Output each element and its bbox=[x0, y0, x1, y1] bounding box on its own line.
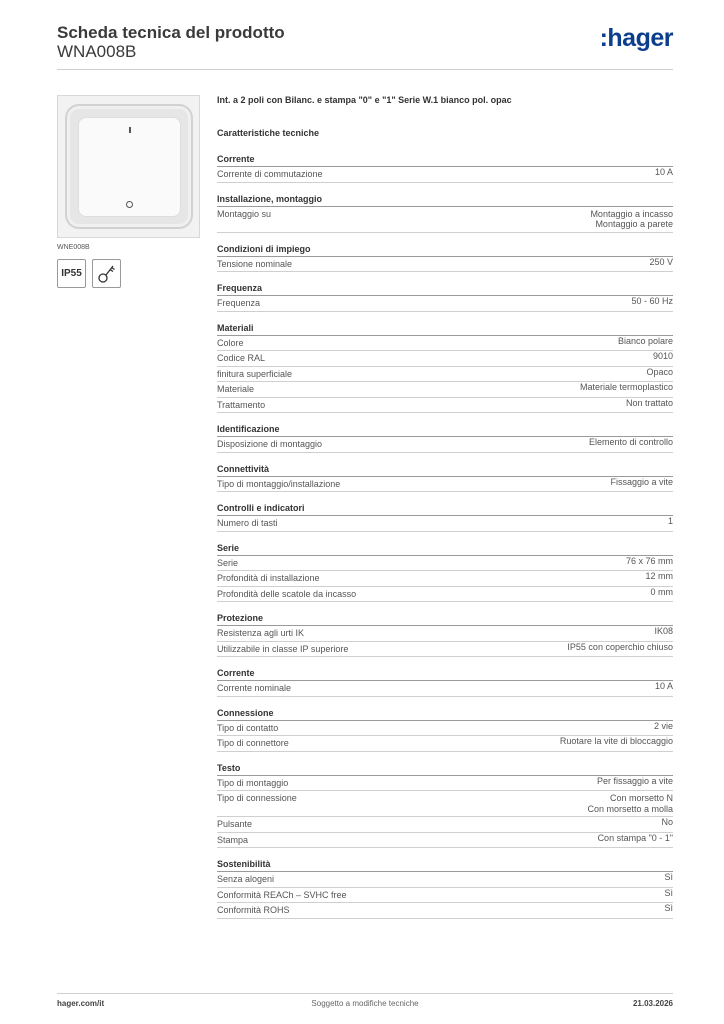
spec-row bbox=[217, 571, 673, 587]
spec-value-line: Materiale termoplastico bbox=[579, 382, 673, 392]
spec-value-line: 50 - 60 Hz bbox=[631, 296, 673, 306]
spec-value bbox=[618, 336, 673, 351]
spec-value bbox=[567, 642, 673, 657]
spec-value-line: Sì bbox=[664, 872, 673, 882]
spec-section bbox=[217, 281, 673, 312]
spec-label: finitura superficiale bbox=[217, 368, 293, 379]
spec-label: Numero di tasti bbox=[217, 518, 278, 528]
spec-value-line: 12 mm bbox=[645, 571, 673, 581]
spec-value bbox=[661, 817, 673, 832]
spec-label: Colore bbox=[217, 337, 244, 348]
spec-label: Resistenza agli urti IK bbox=[217, 628, 305, 638]
spec-row bbox=[217, 791, 673, 817]
spec-row bbox=[217, 336, 673, 352]
spec-value bbox=[589, 437, 673, 452]
spec-row bbox=[217, 626, 673, 642]
footer-note: Soggetto a modifiche tecniche bbox=[311, 999, 419, 1008]
spec-label: Utilizzabile in classe IP superiore bbox=[217, 643, 349, 654]
spec-label: Corrente nominale bbox=[217, 683, 292, 693]
spec-section bbox=[217, 462, 673, 493]
product-image bbox=[57, 95, 200, 238]
spec-label: Trattamento bbox=[217, 399, 266, 410]
spec-row bbox=[217, 477, 673, 493]
spec-section bbox=[217, 152, 673, 183]
spec-value-line: No bbox=[661, 817, 673, 827]
document-title: Scheda tecnica del prodotto bbox=[57, 23, 285, 42]
spec-label: Profondità delle scatole da incasso bbox=[217, 588, 357, 599]
spec-value bbox=[654, 721, 673, 736]
spec-row bbox=[217, 296, 673, 312]
spec-value bbox=[626, 556, 673, 571]
spec-row bbox=[217, 888, 673, 904]
spec-section bbox=[217, 501, 673, 532]
spec-value-line: 10 A bbox=[654, 167, 673, 177]
footer-date: 21.03.2026 bbox=[632, 999, 673, 1008]
spec-section bbox=[217, 666, 673, 697]
spec-label: Corrente di commutazione bbox=[217, 169, 323, 179]
section-title: Controlli e indicatori bbox=[217, 501, 673, 516]
spec-row bbox=[217, 257, 673, 273]
spec-value bbox=[626, 398, 673, 413]
spec-section bbox=[217, 422, 673, 453]
spec-row bbox=[217, 207, 673, 233]
spec-value bbox=[645, 571, 673, 586]
spec-row bbox=[217, 556, 673, 572]
spec-value-line: 2 vie bbox=[653, 720, 673, 731]
spec-label: Codice RAL bbox=[217, 353, 266, 363]
spec-value-line: 10 A bbox=[654, 681, 673, 691]
spec-row bbox=[217, 367, 673, 383]
page-footer bbox=[57, 993, 673, 1017]
product-sidebar bbox=[57, 95, 200, 288]
section-title: Serie bbox=[217, 541, 673, 556]
off-mark bbox=[126, 201, 133, 208]
spec-value-line: Con stampa "0 - 1" bbox=[597, 832, 673, 843]
spec-value-line: Sì bbox=[664, 887, 673, 898]
spec-row bbox=[217, 736, 673, 752]
spec-value bbox=[649, 257, 673, 272]
spec-section bbox=[217, 706, 673, 752]
spec-value bbox=[580, 382, 673, 397]
spec-section bbox=[217, 611, 673, 657]
spec-row bbox=[217, 382, 673, 398]
spec-label: Conformità REACh – SVHC free bbox=[217, 889, 347, 900]
section-title: Identificazione bbox=[217, 422, 673, 437]
product-code: WNA008B bbox=[57, 42, 137, 61]
spec-label: Tipo di montaggio/installazione bbox=[217, 478, 341, 489]
spec-label: Tensione nominale bbox=[217, 258, 293, 269]
spec-sections bbox=[217, 152, 673, 919]
spec-value bbox=[631, 296, 673, 311]
spec-row bbox=[217, 642, 673, 658]
spec-value bbox=[587, 793, 673, 814]
spec-label: Frequenza bbox=[217, 298, 261, 308]
section-title: Protezione bbox=[217, 611, 673, 626]
section-title: Corrente bbox=[217, 152, 673, 167]
spec-value-line: 9010 bbox=[652, 351, 673, 361]
key-badge bbox=[92, 259, 121, 288]
spec-value-line: Montaggio a incasso bbox=[590, 208, 673, 219]
section-title: Materiali bbox=[217, 321, 673, 336]
spec-value-line: Con morsetto N bbox=[609, 793, 673, 803]
spec-row bbox=[217, 776, 673, 792]
spec-value-line: Per fissaggio a vite bbox=[596, 775, 673, 786]
spec-value bbox=[597, 776, 673, 791]
spec-value bbox=[655, 681, 673, 696]
section-title: Condizioni di impiego bbox=[217, 242, 673, 257]
spec-label: Senza alogeni bbox=[217, 874, 275, 884]
spec-label: Tipo di connettore bbox=[217, 738, 289, 748]
spec-value bbox=[654, 626, 673, 641]
spec-value-line: Ruotare la vite di bloccaggio bbox=[559, 736, 673, 746]
spec-row bbox=[217, 516, 673, 532]
badge-row bbox=[57, 259, 200, 288]
spec-row bbox=[217, 437, 673, 453]
spec-value-line: Bianco polare bbox=[617, 335, 673, 346]
section-title: Installazione, montaggio bbox=[217, 192, 673, 207]
spec-value bbox=[646, 367, 673, 382]
spec-row bbox=[217, 903, 673, 919]
switch-plate bbox=[65, 104, 193, 229]
spec-value bbox=[651, 587, 674, 602]
spec-content bbox=[217, 95, 673, 928]
spec-value-line: 76 x 76 mm bbox=[625, 555, 673, 566]
spec-label: Pulsante bbox=[217, 819, 253, 829]
spec-section bbox=[217, 761, 673, 849]
spec-value bbox=[655, 167, 673, 182]
spec-section bbox=[217, 857, 673, 919]
switch-rocker bbox=[78, 117, 181, 217]
key-icon bbox=[97, 263, 117, 285]
product-description: Int. a 2 poli con Bilanc. e stampa "0" e "1" Serie W.1 bianco pol. opac bbox=[217, 95, 512, 105]
spec-value-line: 1 bbox=[667, 516, 673, 526]
spec-label: Materiale bbox=[217, 384, 255, 394]
spec-label: Conformità ROHS bbox=[217, 905, 290, 915]
spec-label: Tipo di connessione bbox=[217, 793, 297, 803]
spec-value-line: Con morsetto a molla bbox=[587, 803, 673, 814]
spec-label: Stampa bbox=[217, 834, 249, 845]
spec-value-line: Opaco bbox=[646, 366, 673, 377]
spec-row bbox=[217, 351, 673, 367]
spec-label: Tipo di contatto bbox=[217, 722, 279, 733]
ip-rating-badge: IP55 bbox=[57, 259, 86, 288]
spec-value bbox=[610, 477, 673, 492]
spec-row bbox=[217, 587, 673, 603]
spec-row bbox=[217, 833, 673, 849]
spec-row bbox=[217, 721, 673, 737]
spec-value bbox=[668, 516, 673, 531]
section-title: Connettività bbox=[217, 462, 673, 477]
spec-value bbox=[598, 833, 673, 848]
tech-heading: Caratteristiche tecniche bbox=[217, 128, 320, 138]
section-title: Sostenibilità bbox=[217, 857, 673, 872]
logo-text: hager bbox=[607, 24, 673, 52]
spec-row bbox=[217, 872, 673, 888]
spec-label: Tipo di montaggio bbox=[217, 777, 289, 788]
section-title: Frequenza bbox=[217, 281, 673, 296]
spec-value bbox=[590, 209, 673, 230]
spec-row bbox=[217, 398, 673, 414]
section-title: Connessione bbox=[217, 706, 673, 721]
spec-label: Profondità di installazione bbox=[217, 573, 320, 583]
spec-value-line: IP55 con coperchio chiuso bbox=[567, 641, 673, 652]
spec-value-line: Sì bbox=[664, 903, 673, 913]
spec-label: Montaggio su bbox=[217, 208, 272, 219]
spec-value bbox=[560, 736, 673, 751]
footer-website: hager.com/it bbox=[57, 999, 105, 1008]
spec-section bbox=[217, 321, 673, 414]
spec-section bbox=[217, 192, 673, 233]
spec-section bbox=[217, 541, 673, 603]
spec-value-line: Montaggio a parete bbox=[595, 219, 673, 229]
on-mark bbox=[129, 127, 131, 133]
spec-value bbox=[664, 872, 673, 887]
spec-value bbox=[664, 888, 673, 903]
section-title: Testo bbox=[217, 761, 673, 776]
spec-row bbox=[217, 681, 673, 697]
spec-label: Disposizione di montaggio bbox=[217, 439, 323, 449]
spec-value-line: IK08 bbox=[654, 626, 673, 636]
spec-label: Serie bbox=[217, 557, 239, 568]
spec-row bbox=[217, 167, 673, 183]
spec-value-line: 0 mm bbox=[650, 586, 673, 597]
spec-row bbox=[217, 817, 673, 833]
spec-value-line: 250 V bbox=[649, 256, 673, 267]
spec-section bbox=[217, 242, 673, 273]
spec-value-line: Non trattato bbox=[625, 397, 673, 408]
spec-value-line: Elemento di controllo bbox=[588, 437, 673, 447]
image-caption: WNE008B bbox=[57, 244, 90, 251]
spec-value bbox=[664, 903, 673, 918]
page-header bbox=[57, 20, 673, 70]
section-title: Corrente bbox=[217, 666, 673, 681]
spec-value-line: Fissaggio a vite bbox=[610, 476, 673, 487]
hager-logo: :hager bbox=[599, 24, 673, 52]
spec-value bbox=[653, 351, 673, 366]
